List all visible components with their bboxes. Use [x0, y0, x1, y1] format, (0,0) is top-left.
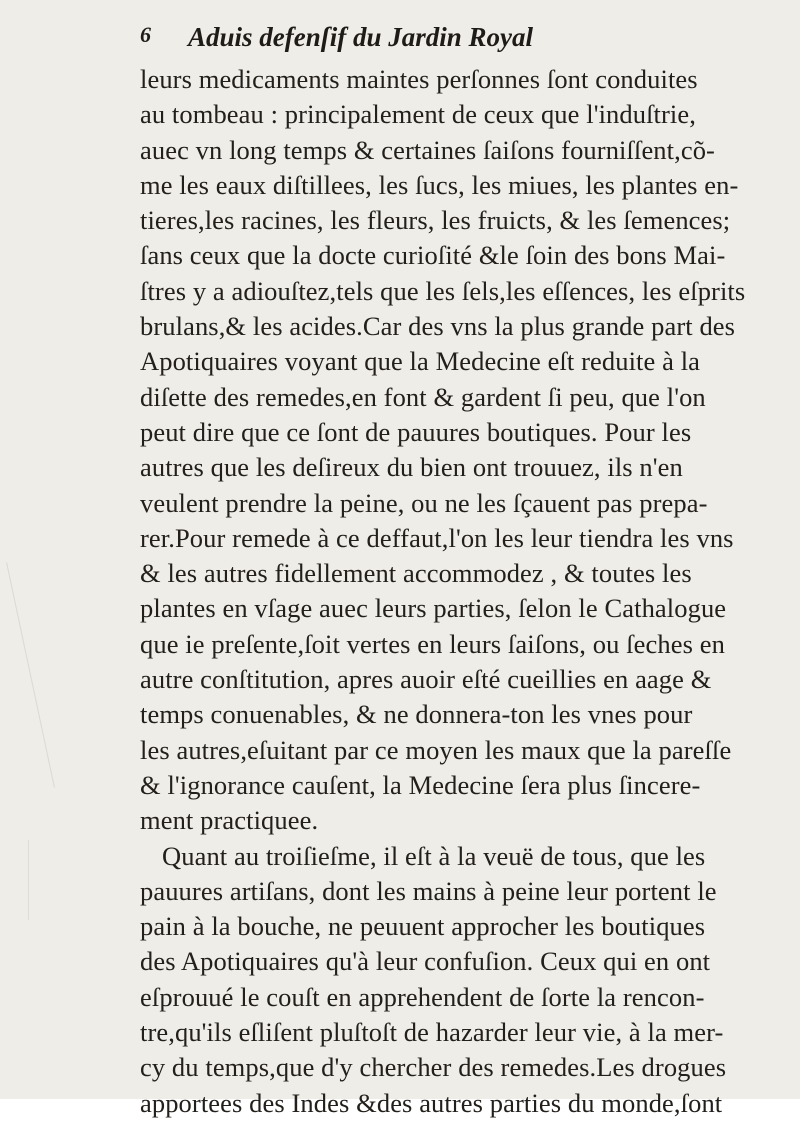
text-line: que ie preſente,ſoit vertes en leurs ſaiſons, ou ſeches en: [140, 628, 725, 659]
paragraph-start-line: Quant au troiſieſme, il eſt à la veuë de tous, que les: [162, 840, 706, 871]
text-line: rer.Pour remede à ce deffaut,l'on les leur tiendra les vns: [140, 522, 734, 553]
text-line: eſprouué le couſt en apprehendent de ſorte la rencon-: [140, 981, 705, 1012]
text-line: apportees des Indes &des autres parties du monde,ſont: [140, 1087, 723, 1118]
text-line: brulans,& les acides.Car des vns la plus grande part des: [140, 311, 736, 342]
text-line: diſette des remedes,en font & gardent ſi peu, que l'on: [140, 381, 706, 412]
text-line: des Apotiquaires qu'à leur confuſion. Ceux qui en ont: [140, 946, 711, 977]
running-title: Aduis defenſif du Jardin Royal: [188, 22, 534, 52]
running-head: [140, 22, 780, 62]
text-line: ſans ceux que la docte curioſité &le ſoin des bons Mai-: [140, 240, 726, 271]
margin-show-through-mark: [28, 840, 29, 920]
text-line: peut dire que ce ſont de pauures boutiques. Pour les: [140, 416, 692, 447]
text-line: tieres,les racines, les fleurs, les fruicts, & les ſemences;: [140, 205, 731, 236]
text-line: & l'ignorance cauſent, la Medecine ſera plus ſincere-: [140, 769, 701, 800]
margin-show-through-mark: [6, 562, 55, 787]
text-line: tre,qu'ils eſliſent pluſtoſt de hazarder leur vie, à la mer-: [140, 1017, 724, 1048]
text-line: pauures artiſans, dont les mains à peine leur portent le: [140, 875, 717, 906]
text-line: & les autres fidellement accommodez , & toutes les: [140, 558, 692, 589]
text-line: veulent prendre la peine, ou ne les ſçauent pas prepa-: [140, 487, 708, 518]
text-line: plantes en vſage auec leurs parties, ſelon le Cathalogue: [140, 593, 727, 624]
text-line: autres que les deſireux du bien ont trouuez, ils n'en: [140, 452, 683, 483]
text-line: temps conuenables, & ne donnera-ton les vnes pour: [140, 699, 693, 730]
page-number: 6: [140, 22, 151, 47]
text-line: les autres,eſuitant par ce moyen les maux que la pareſſe: [140, 734, 732, 765]
text-line: me les eaux diſtillees, les ſucs, les miues, les plantes en-: [140, 169, 739, 200]
text-line: auec vn long temps & certaines ſaiſons fourniſſent,cõ-: [140, 134, 715, 165]
text-line: pain à la bouche, ne peuuent approcher les boutiques: [140, 911, 706, 942]
text-line: cy du temps,que d'y chercher des remedes.Les drogues: [140, 1052, 727, 1083]
text-line: au tombeau : principalement de ceux que l'induſtrie,: [140, 99, 696, 130]
text-line: Apotiquaires voyant que la Medecine eſt reduite à la: [140, 346, 701, 377]
text-line: autre conſtitution, apres auoir eſté cueillies en aage &: [140, 664, 712, 695]
text-line: leurs medicaments maintes perſonnes ſont conduites: [140, 64, 698, 94]
text-line: ſtres y a adiouſtez,tels que les ſels,les eſſences, les eſprits: [140, 275, 746, 306]
text-line: ment practiquee.: [140, 805, 319, 836]
body-text: [140, 62, 746, 1121]
